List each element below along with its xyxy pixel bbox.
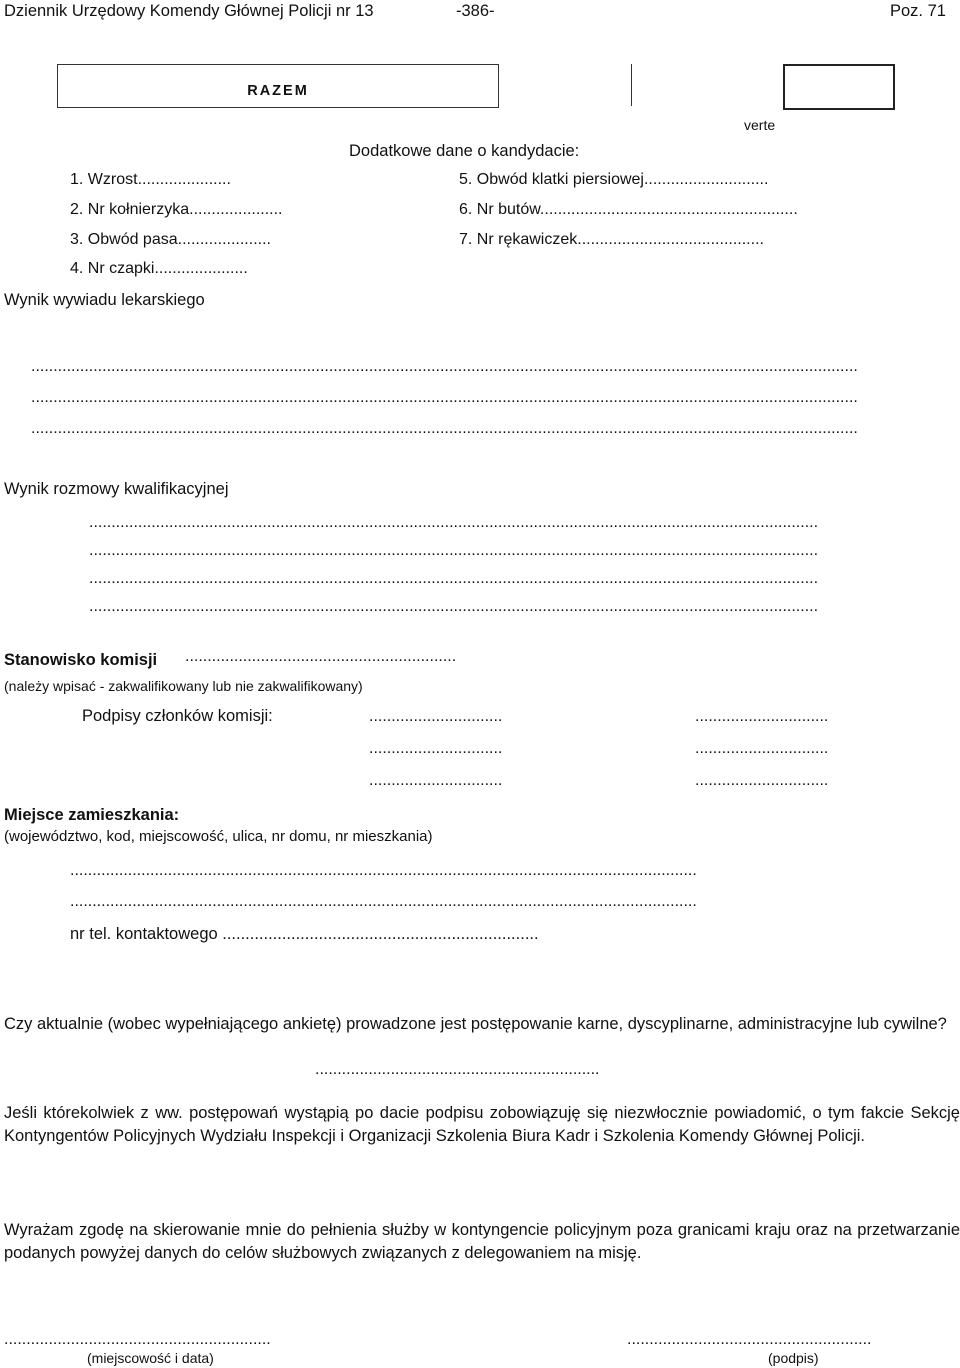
proceedings-answer-field[interactable]: ................................................................ [315,1061,600,1078]
collar-size-field[interactable]: 2. Nr kołnierzyka..................... [70,201,283,218]
proceedings-obligation: Jeśli którekolwiek z ww. postępowań wystąpią po dacie podpisu zobowiązuję się niezwłocznie powiadomić, o tym fakcie Sekcję Kontyngentów Policyjnych Wydziału Inspekcji i Organizacji Szkolenia Biura Kadr i Szkolenia Komendy Głównej Policji. [4,1104,960,1145]
waist-field[interactable]: 3. Obwód pasa..................... [70,231,271,248]
member-signature-field[interactable]: .............................. [695,708,829,725]
verte-label: verte [744,117,776,133]
residence-line[interactable]: ............................................................................................................................................. [70,893,697,910]
medical-line[interactable]: .......................................................................................................................................................................................... [31,358,858,375]
member-signature-field[interactable]: .............................. [369,708,503,725]
residence-label: Miejsce zamieszkania: [4,806,180,824]
signatures-label: Podpisy członków komisji: [82,707,273,725]
chest-field[interactable]: 5. Obwód klatki piersiowej............................ [459,171,769,188]
medical-line[interactable]: .......................................................................................................................................................................................... [31,420,858,437]
journal-title: Dziennik Urzędowy Komendy Głównej Policji nr 13 [4,2,374,20]
interview-label: Wynik rozmowy kwalifikacyjnej [4,480,229,498]
height-field[interactable]: 1. Wzrost..................... [70,171,231,188]
member-signature-field[interactable]: .............................. [695,772,829,789]
interview-line[interactable]: .................................................................................................................................................................... [89,542,819,559]
extra-data-title: Dodatkowe dane o kandydacie: [349,142,580,160]
residence-note: (województwo, kod, miejscowość, ulica, nr domu, nr mieszkania) [4,828,433,845]
medical-label: Wynik wywiadu lekarskiego [4,291,205,309]
committee-position-field[interactable]: ............................................................. [185,648,457,665]
phone-field[interactable]: nr tel. kontaktowego ..................................................................... [70,925,539,943]
residence-line[interactable]: ............................................................................................................................................. [70,862,697,879]
interview-line[interactable]: .................................................................................................................................................................... [89,598,819,615]
member-signature-field[interactable]: .............................. [369,772,503,789]
page-number: -386- [456,2,495,20]
position-number: Poz. 71 [890,2,946,20]
interview-line[interactable]: .................................................................................................................................................................... [89,514,819,531]
razem-box [57,64,499,108]
total-field[interactable] [783,64,895,110]
member-signature-field[interactable]: .............................. [369,740,503,757]
shoe-size-field[interactable]: 6. Nr butów.......................................................... [459,201,798,218]
interview-line[interactable]: .................................................................................................................................................................... [89,570,819,587]
razem-label: RAZEM [247,83,309,99]
place-date-label: (miejscowość i data) [87,1350,214,1366]
member-signature-field[interactable]: .............................. [695,740,829,757]
cap-size-field[interactable]: 4. Nr czapki..................... [70,260,248,277]
committee-position-note: (należy wpisać - zakwalifikowany lub nie zakwalifikowany) [4,678,363,694]
place-date-field[interactable]: ............................................................ [4,1331,271,1348]
glove-size-field[interactable]: 7. Nr rękawiczek.......................................... [459,231,764,248]
table-divider [631,64,632,106]
proceedings-question: Czy aktualnie (wobec wypełniającego ankietę) prowadzone jest postępowanie karne, dyscyplinarne, administracyjne lub cywilne? [4,1015,947,1033]
signature-label: (podpis) [768,1350,819,1366]
medical-line[interactable]: .......................................................................................................................................................................................... [31,389,858,406]
signature-field[interactable]: ....................................................... [627,1331,872,1348]
consent-text: Wyrażam zgodę na skierowanie mnie do pełnienia służby w kontyngencie policyjnym poza granicami kraju oraz na przetwarzanie podanych powyżej danych do celów służbowych związanych z delegowaniem na misję. [4,1221,960,1262]
committee-position-label: Stanowisko komisji [4,651,158,669]
